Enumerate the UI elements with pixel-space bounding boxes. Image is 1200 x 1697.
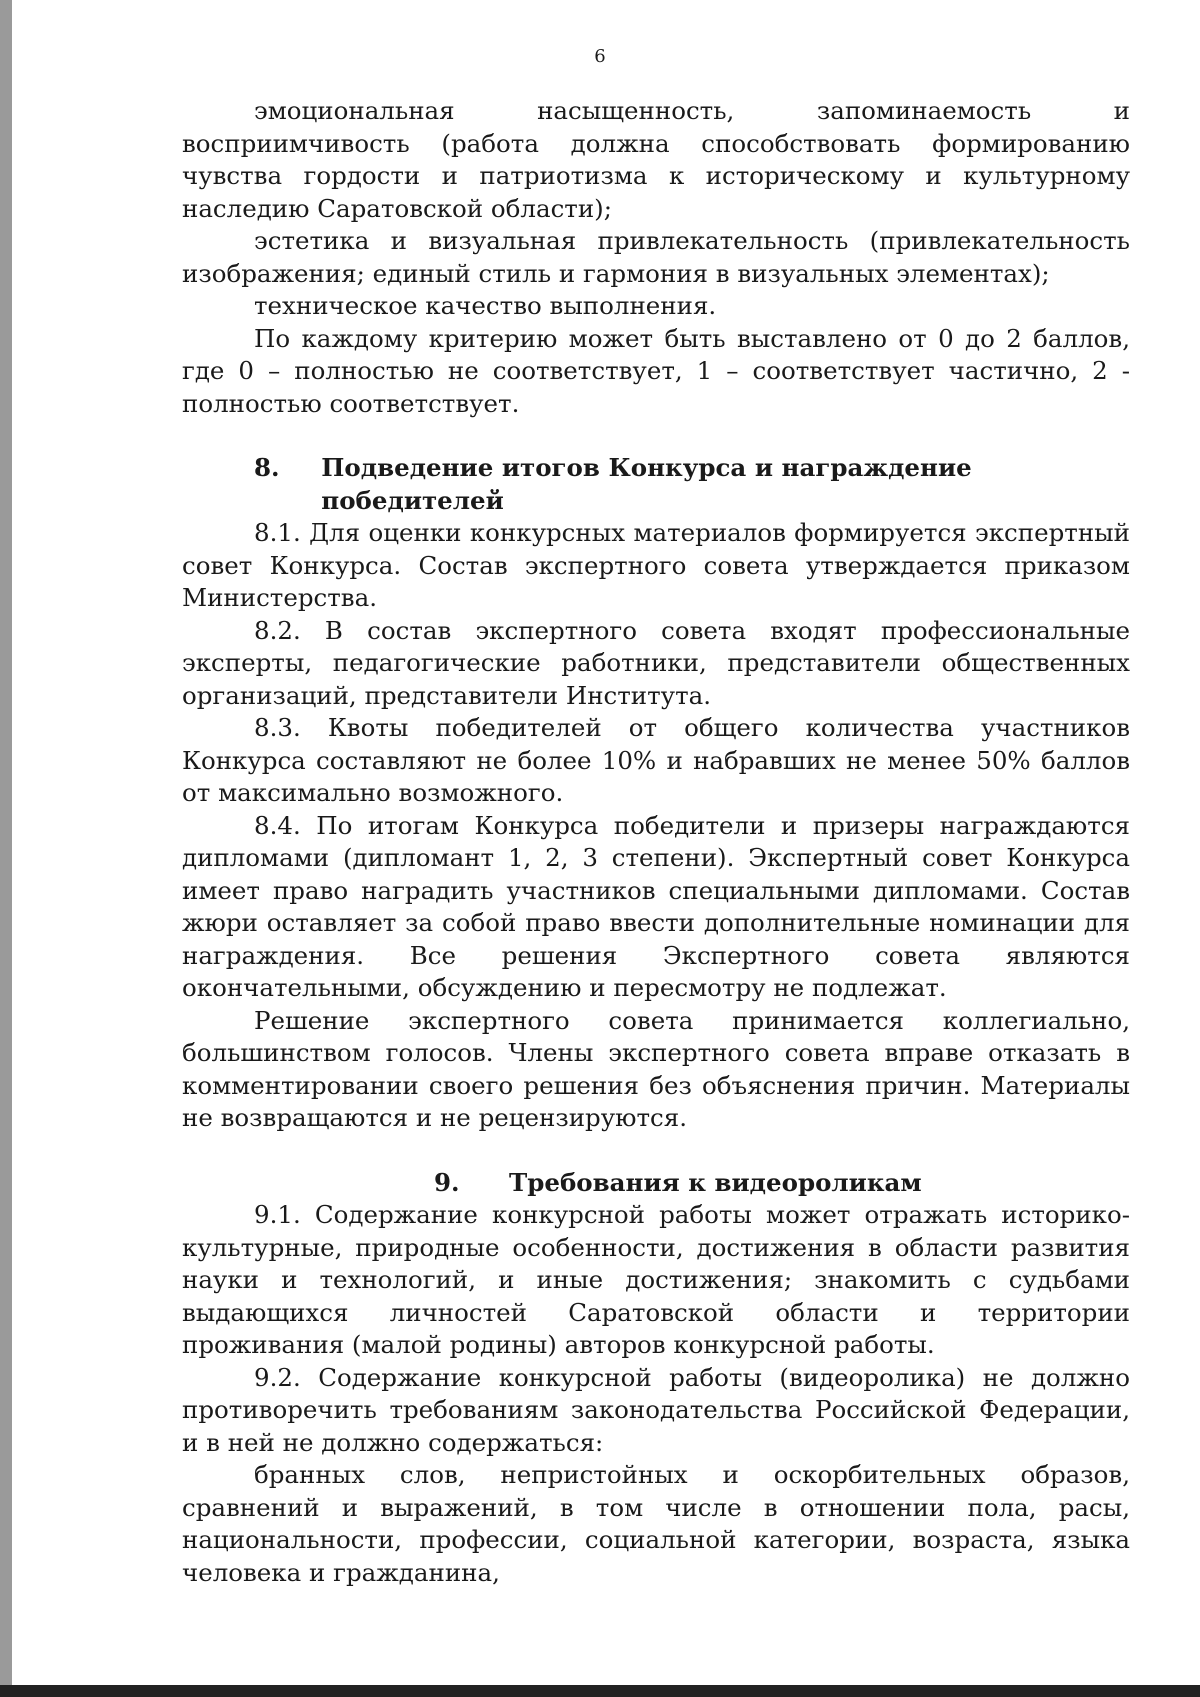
paragraph: По каждому критерию может быть выставлено от 0 до 2 баллов, где 0 – полностью не соответствует, 1 – соответствует частично, 2 - полностью соответствует. xyxy=(182,323,1130,418)
section-number: 9. xyxy=(434,1167,460,1197)
paragraph: 9.2. Содержание конкурсной работы (видеоролика) не должно противоречить требованиям законодательства Российской Федерации, и в ней не должно содержаться: xyxy=(182,1362,1130,1457)
scan-left-edge xyxy=(0,0,12,1697)
scan-bottom-edge xyxy=(0,1685,1200,1697)
paragraph: 8.4. По итогам Конкурса победители и призеры награждаются дипломами (дипломант 1, 2, 3 степени). Экспертный совет Конкурса имеет право наградить участников специальными дипломами. Состав жюри оставляет за собой право ввести дополнительные номинации для награждения. Все решения Экспертного совета являются окончательными, обсуждению и пересмотру не подлежат. xyxy=(182,810,1130,1002)
paragraph: 8.3. Квоты победителей от общего количества участников Конкурса составляют не более 10% и набравших не менее 50% баллов от максимально возможного. xyxy=(182,713,1130,807)
paragraph: эмоциональная насыщенность, запоминаемость и восприимчивость (работа должна способствовать формированию чувства гордости и патриотизма к историческому и культурному наследию Саратовской области); xyxy=(182,96,1130,223)
section-title: Требования к видеороликам xyxy=(509,1167,922,1197)
paragraph: 9.1. Содержание конкурсной работы может отражать историко-культурные, природные особенности, достижения в области развития науки и технологий, и иные достижения; знакомить с судьбами выдающихся личностей Саратовской области и территории проживания (малой родины) авторов конкурсной работы. xyxy=(182,1200,1130,1359)
paragraph: техническое качество выполнения. xyxy=(254,291,717,320)
paragraph: эстетика и визуальная привлекательность (привлекательность изображения; единый стиль и гармония в визуальных элементах); xyxy=(182,226,1130,288)
section-heading-9 xyxy=(182,1167,1130,1200)
page-number: 6 xyxy=(594,46,606,67)
section-number: 8. xyxy=(254,453,280,482)
paragraph: бранных слов, непристойных и оскорбительных образов, сравнений и выражений, в том числе в отношении пола, расы, национальности, профессии, социальной категории, возраста, языка человека и гражданина, xyxy=(182,1460,1130,1587)
paragraph: 8.2. В состав экспертного совета входят профессиональные эксперты, педагогические работники, представители общественных организаций, представители Института. xyxy=(182,615,1130,710)
section-heading-8 xyxy=(182,452,1130,517)
document-body xyxy=(182,95,1130,1589)
paragraph: Решение экспертного совета принимается коллегиально, большинством голосов. Члены экспертного совета вправе отказать в комментировании своего решения без объяснения причин. Материалы не возвращаются и не рецензируются. xyxy=(182,1005,1130,1132)
paragraph: 8.1. Для оценки конкурсных материалов формируется экспертный совет Конкурса. Состав экспертного совета утверждается приказом Министерства. xyxy=(182,518,1130,612)
section-title: Подведение итогов Конкурса и награждение победителей xyxy=(321,453,972,515)
